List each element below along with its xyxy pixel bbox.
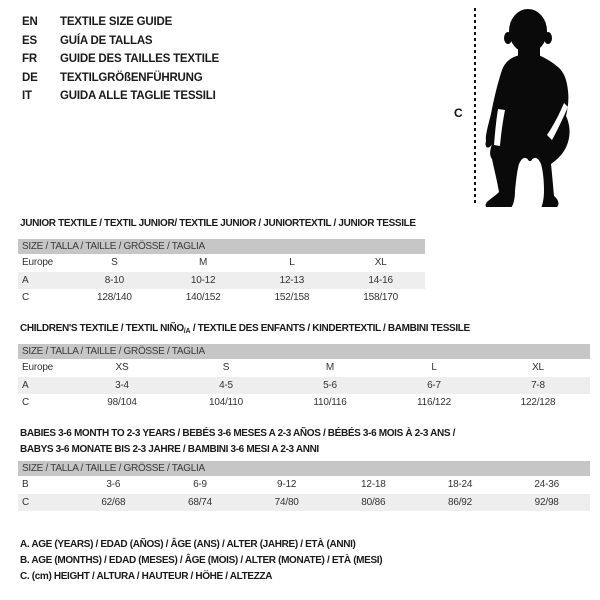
table-cell: 4-5 (219, 379, 233, 391)
row-label: C (22, 292, 30, 304)
table-cell: 18-24 (447, 479, 473, 491)
table-row (18, 254, 425, 272)
row-label: Europe (22, 257, 54, 269)
table-cell: 92/98 (534, 496, 559, 508)
language-code: EN (22, 16, 38, 28)
language-code: ES (22, 34, 37, 47)
table-cell: XL (374, 257, 387, 269)
table-cell: 5-6 (323, 379, 337, 391)
table-cell: XL (532, 362, 544, 374)
language-row-de (22, 69, 219, 88)
table-cell: 110/116 (313, 397, 347, 409)
children-title-suffix: / TEXTILE DES ENFANTS / KINDERTEXTIL / BAMBINI TESSILE (190, 323, 470, 334)
language-title: GUIDE DES TAILLES TEXTILE (60, 53, 219, 66)
table-row (18, 289, 425, 307)
junior-size-table (18, 239, 425, 307)
row-label: A (22, 274, 29, 286)
table-cell: XS (115, 362, 129, 374)
table-row (18, 494, 590, 512)
size-header-bar: SIZE / TALLA / TAILLE / GRÖSSE / TAGLIA (18, 344, 590, 359)
height-measure-label: C (454, 106, 463, 120)
table-cell: 62/68 (101, 496, 126, 508)
language-title: TEXTILE SIZE GUIDE (60, 16, 173, 28)
footnote-b: B. AGE (MONTHS) / EDAD (MESES) / ÂGE (MOIS) / ALTER (MONATE) / ETÀ (MESI) (20, 554, 383, 566)
table-cell: 8-10 (104, 274, 124, 286)
table-row (18, 394, 590, 412)
language-row-fr (22, 50, 219, 69)
table-cell: 152/158 (274, 292, 310, 304)
table-cell: 6-7 (427, 379, 441, 391)
table-cell: 86/92 (447, 496, 472, 508)
children-title-subscript: /A (183, 328, 191, 335)
table-cell: 116/122 (416, 397, 451, 409)
row-label: A (22, 379, 29, 391)
table-cell: 104/110 (208, 397, 243, 409)
row-label: Europe (22, 362, 54, 374)
children-table-title (20, 321, 470, 340)
language-title: GUÍA DE TALLAS (60, 34, 153, 47)
language-row-it (22, 87, 219, 106)
row-label: B (22, 479, 29, 491)
footnote-c: C. (cm) HEIGHT / ALTURA / HAUTEUR / HÖHE / ALTEZZA (20, 570, 273, 582)
table-cell: 24-36 (534, 479, 559, 491)
footnotes (20, 537, 382, 584)
table-cell: L (289, 257, 295, 269)
row-label: C (22, 496, 30, 508)
table-cell: L (431, 362, 437, 374)
table-cell: 98/104 (107, 397, 137, 409)
table-cell: 6-9 (193, 479, 207, 491)
table-cell: S (111, 257, 118, 269)
table-row (18, 272, 425, 290)
table-cell: 158/170 (363, 292, 398, 304)
table-row (18, 476, 590, 494)
children-title-prefix: CHILDREN'S TEXTILE / TEXTIL NIÑO (20, 323, 184, 334)
size-header-bar: SIZE / TALLA / TAILLE / GRÖSSE / TAGLIA (18, 239, 425, 254)
table-cell: 12-13 (279, 274, 305, 286)
table-cell: M (325, 362, 335, 374)
footnote-a: A. AGE (YEARS) / EDAD (AÑOS) / ÂGE (ANS) / ALTER (JAHRE) / ETÀ (ANNI) (20, 539, 356, 550)
table-cell: 80/86 (361, 496, 386, 508)
table-cell: 10-12 (190, 274, 216, 286)
babies-table-title (20, 426, 455, 458)
table-row (18, 377, 590, 395)
language-code: FR (22, 53, 37, 66)
height-measure-dotted-line (474, 8, 476, 206)
language-title: TEXTILGRÖßENFÜHRUNG (60, 71, 203, 84)
table-cell: 3-6 (106, 479, 121, 491)
children-size-table (18, 344, 590, 412)
table-row (18, 359, 590, 377)
babies-size-table (18, 461, 590, 511)
language-code: DE (22, 71, 38, 84)
babies-title-line2: BABYS 3-6 MONATE BIS 2-3 JAHRE / BAMBINI 3-6 MESI A 2-3 ANNI (20, 444, 319, 455)
table-cell: M (199, 257, 208, 269)
table-cell: 140/152 (185, 292, 221, 304)
table-cell: 14-16 (368, 274, 393, 286)
table-cell: 122/128 (520, 397, 556, 409)
junior-table-title: JUNIOR TEXTILE / TEXTIL JUNIOR/ TEXTILE JUNIOR / JUNIORTEXTIL / JUNIOR TESSILE (20, 218, 416, 229)
language-row-es (22, 32, 219, 51)
table-cell: 68/74 (187, 496, 212, 508)
language-row-en (22, 13, 219, 32)
language-list (22, 13, 219, 106)
language-code: IT (22, 90, 32, 103)
toddler-silhouette-icon (480, 7, 580, 207)
table-cell: 74/80 (274, 496, 299, 508)
language-title: GUIDA ALLE TAGLIE TESSILI (60, 90, 216, 103)
table-cell: 3-4 (115, 379, 129, 391)
size-header-bar: SIZE / TALLA / TAILLE / GRÖSSE / TAGLIA (18, 461, 590, 476)
table-cell: 7-8 (531, 379, 545, 391)
table-cell: 12-18 (361, 479, 386, 491)
table-cell: 9-12 (277, 479, 297, 491)
row-label: C (22, 397, 30, 409)
table-cell: 128/140 (97, 292, 132, 304)
table-cell: S (222, 362, 230, 374)
babies-title-line1: BABIES 3-6 MONTH TO 2-3 YEARS / BEBÉS 3-6 MESES A 2-3 AÑOS / BÉBÉS 3-6 MOIS À 2-3 ANS / (20, 428, 456, 439)
